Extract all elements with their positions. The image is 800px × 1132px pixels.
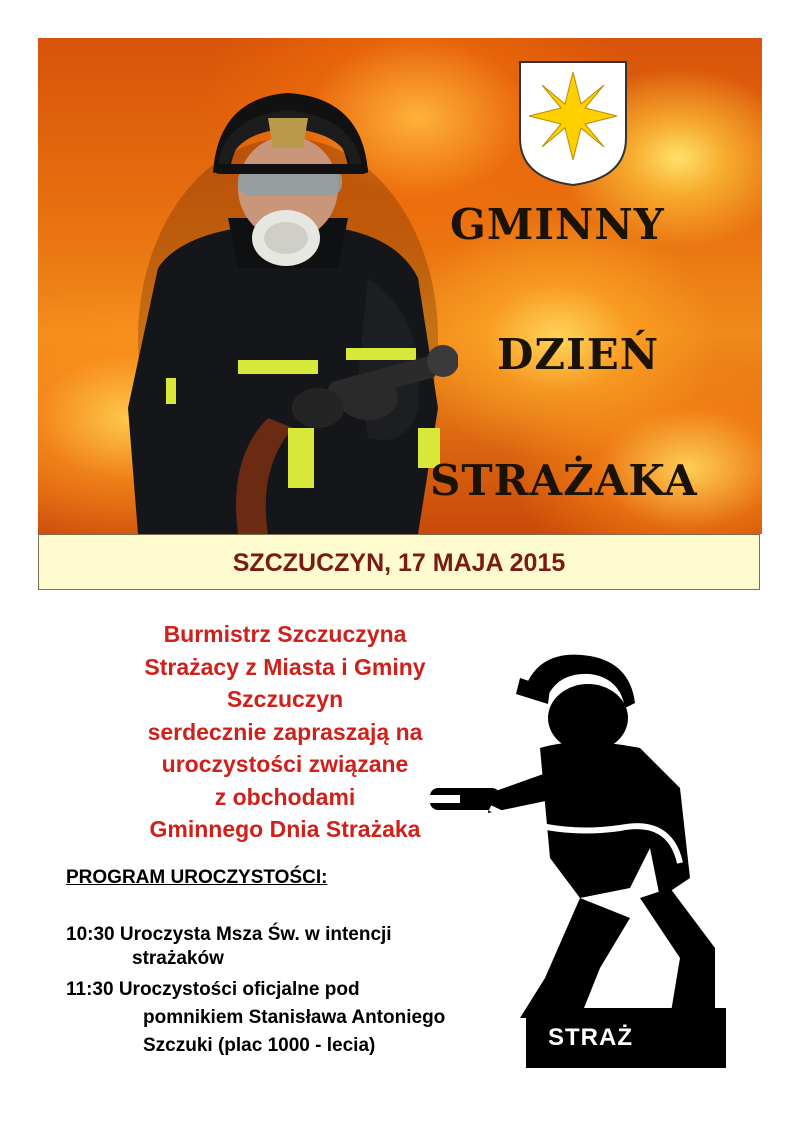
firefighter-silhouette-icon <box>430 648 760 1068</box>
program-line: 11:30 Uroczystości oficjalne pod <box>66 979 360 1000</box>
invite-line: serdecznie zapraszają na <box>147 718 423 745</box>
title-word-strazaka: STRAŻAKA <box>430 456 698 505</box>
invite-line: z obchodami <box>214 783 356 810</box>
coat-of-arms-star-icon <box>516 58 630 188</box>
hero-image <box>38 38 762 534</box>
program-line: strażaków <box>132 948 224 969</box>
firefighter-photo-icon <box>118 78 458 534</box>
invite-line: uroczystości związane <box>161 751 409 777</box>
program-line: 10:30 Uroczysta Msza Św. w intencji <box>66 924 392 945</box>
invite-line: Strażacy z Miasta i Gminy <box>144 653 426 680</box>
date-line: SZCZUCZYN, 17 MAJA 2015 <box>232 549 566 577</box>
invite-line: Szczuczyn <box>226 686 344 712</box>
program-heading: PROGRAM UROCZYSTOŚCI: <box>66 867 328 888</box>
date-band <box>38 534 760 590</box>
straz-badge: STRAŻ <box>548 1024 633 1051</box>
invite-line: Burmistrz Szczuczyna <box>163 621 407 647</box>
invite-line: Gminnego Dnia Strażaka <box>149 816 421 842</box>
program-line: pomnikiem Stanisława Antoniego <box>143 1007 446 1028</box>
title-word-gminny: GMINNY <box>450 200 665 249</box>
title-word-dzien: DZIEŃ <box>497 330 660 379</box>
program-line: Szczuki (plac 1000 - lecia) <box>143 1035 376 1056</box>
